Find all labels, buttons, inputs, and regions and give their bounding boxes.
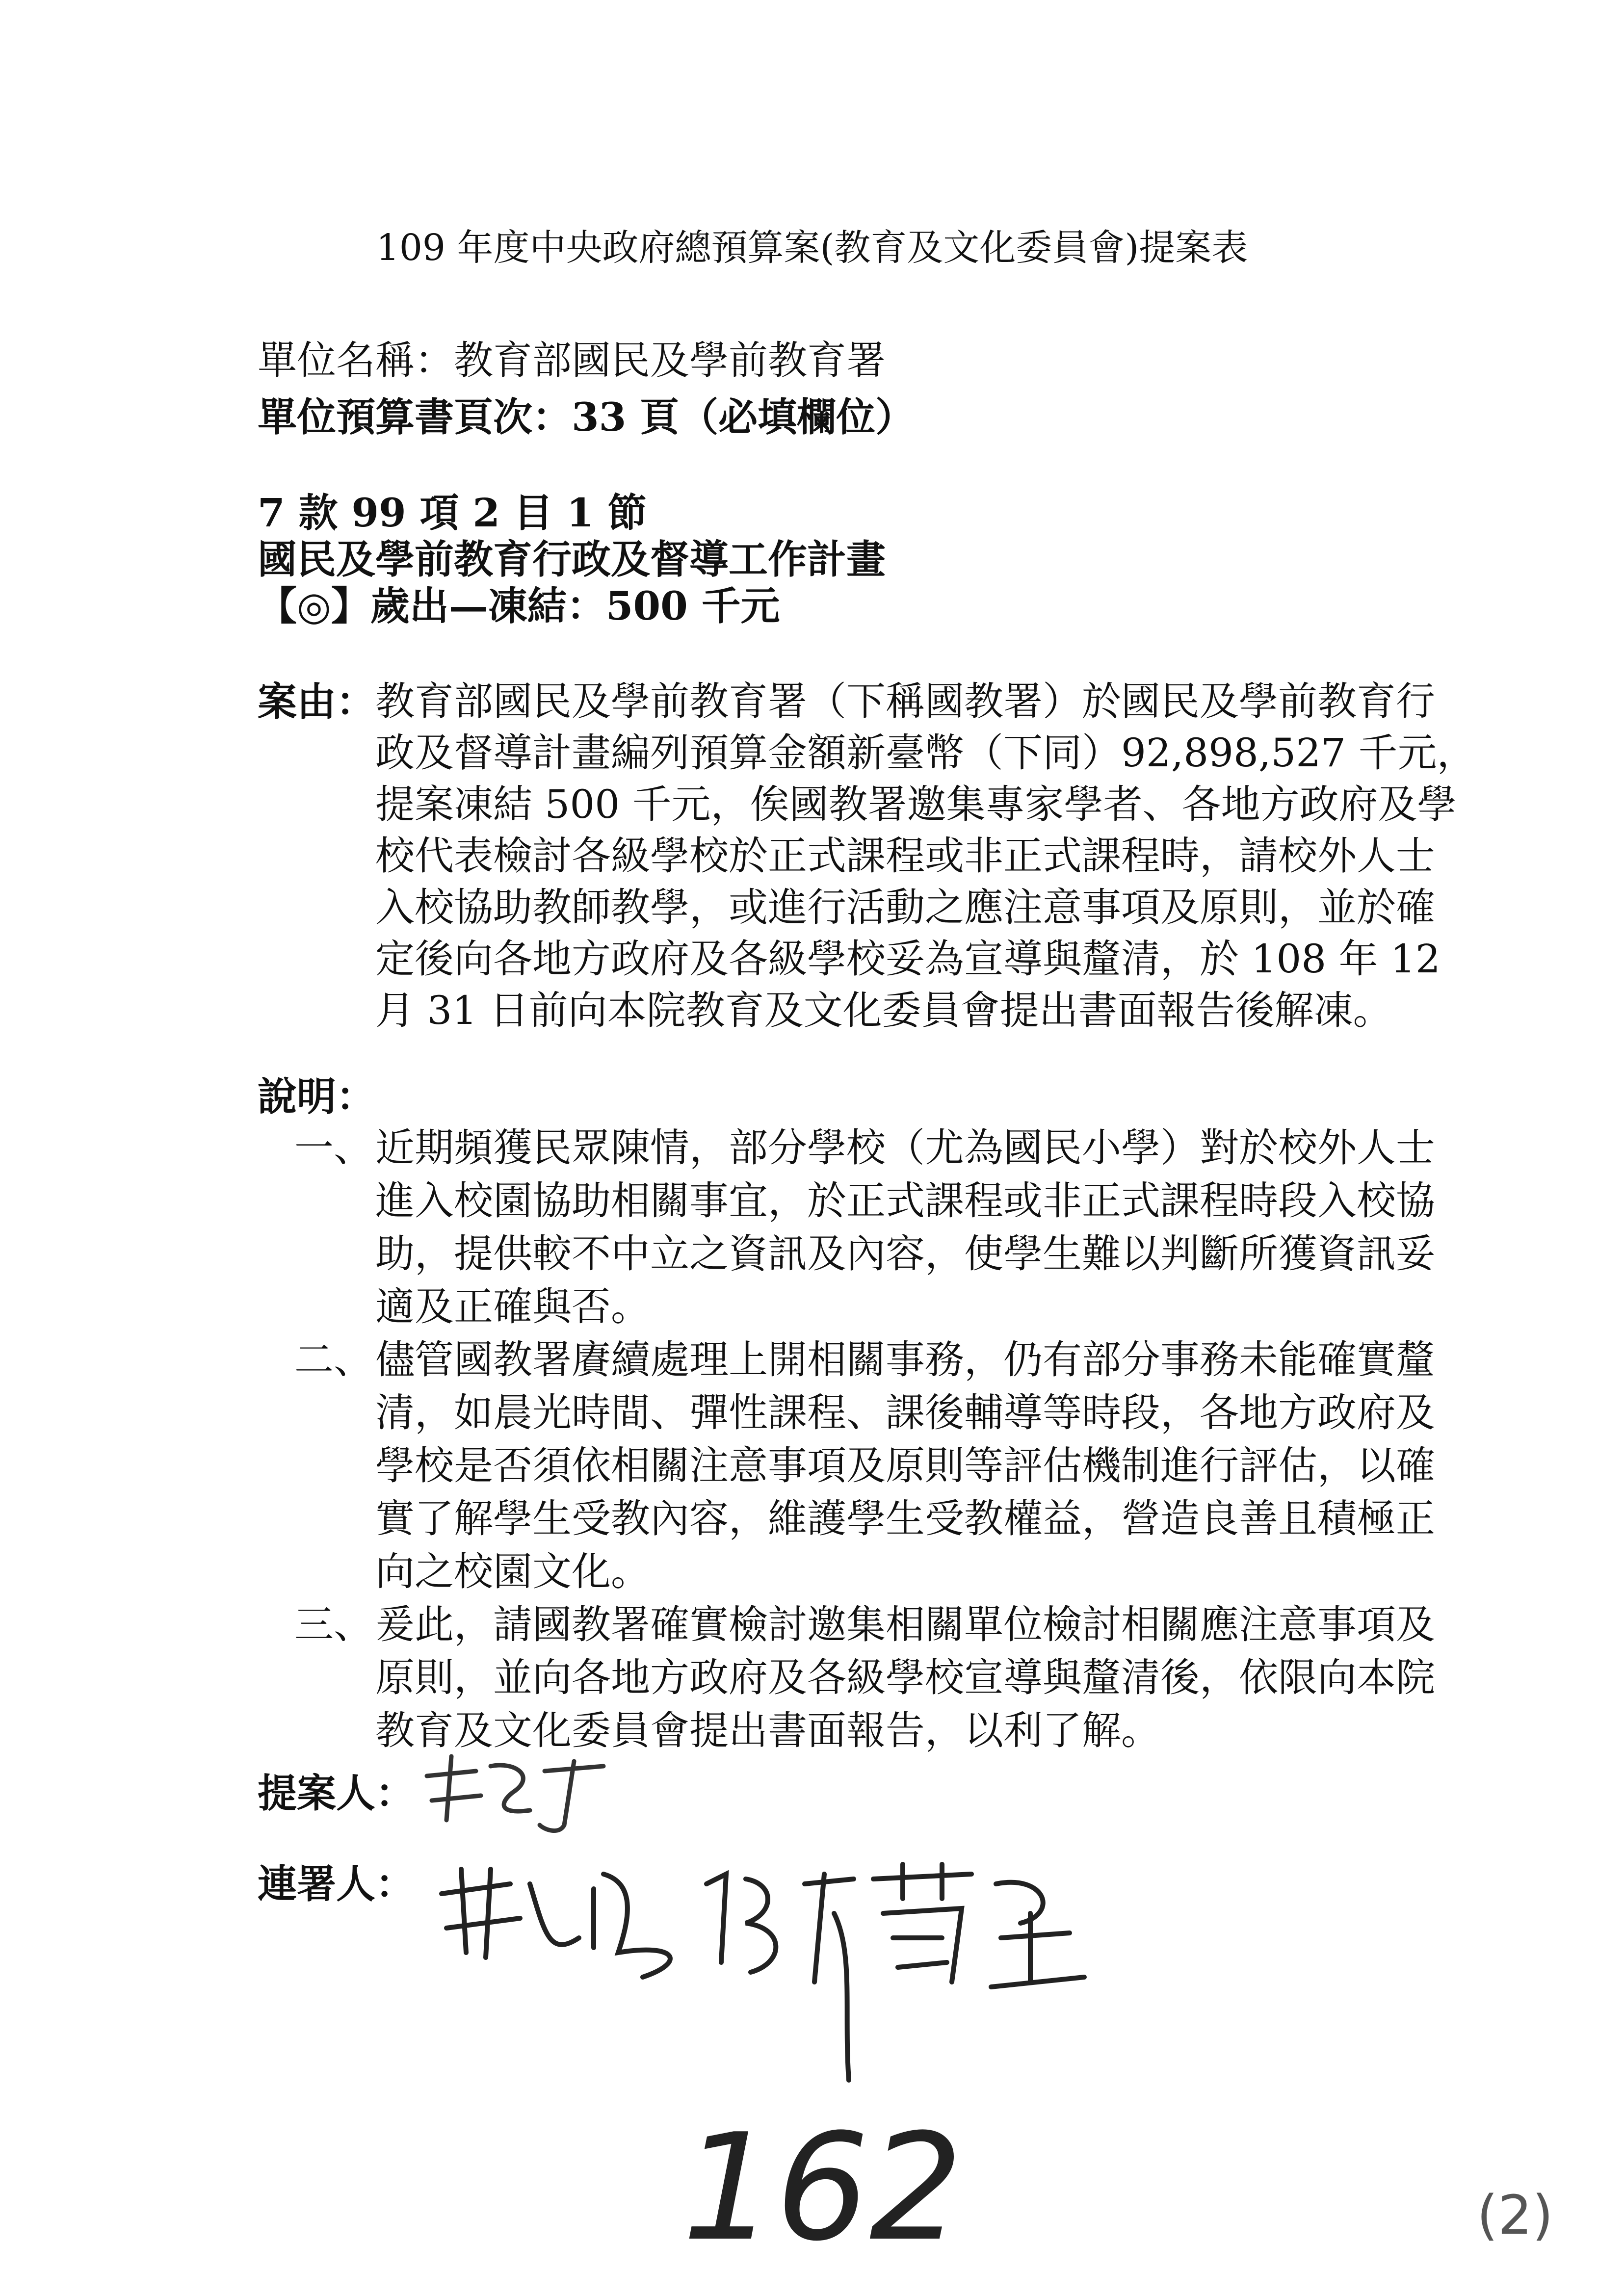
explanation-line: 儘管國教署賡續處理上開相關事務，仍有部分事務未能確實釐: [375, 1337, 1435, 1383]
explanation-line: 助，提供較不中立之資訊及內容，使學生難以判斷所獲資訊妥: [375, 1231, 1435, 1277]
handwritten-page-number: 162: [682, 2102, 963, 2273]
explanation-label: 說明：: [258, 1073, 375, 1120]
explanation-item-number: 二、: [294, 1337, 373, 1383]
proposer-signature: [417, 1747, 638, 1845]
document-title: 109 年度中央政府總預算案(教育及文化委員會)提案表: [376, 227, 1248, 269]
program-name: 國民及學前教育行政及督導工作計畫: [258, 536, 886, 582]
explanation-line: 實了解學生受教內容，維護學生受教權益，營造良善且積極正: [375, 1496, 1435, 1541]
reason-line: 月 31 日前向本院教育及文化委員會提出書面報告後解凍。: [375, 988, 1392, 1033]
item-code: 7 款 99 項 2 目 1 節: [258, 490, 647, 536]
explanation-item-number: 一、: [294, 1125, 373, 1171]
explanation-line: 向之校園文化。: [375, 1549, 650, 1594]
corner-mark: (2): [1477, 2184, 1553, 2246]
explanation-line: 爰此，請國教署確實檢討邀集相關單位檢討相關應注意事項及: [375, 1602, 1435, 1647]
explanation-line: 原則，並向各地方政府及各級學校宣導與釐清後，依限向本院: [375, 1655, 1435, 1700]
reason-line: 教育部國民及學前教育署（下稱國教署）於國民及學前教育行: [375, 678, 1435, 724]
explanation-line: 學校是否須依相關注意事項及原則等評估機制進行評估，以確: [375, 1443, 1435, 1488]
action-line: 【◎】歲出—凍結：500 千元: [258, 583, 780, 629]
reason-line: 政及督導計畫編列預算金額新臺幣（下同）92,898,527 千元，: [375, 730, 1476, 776]
reason-line: 提案凍結 500 千元，俟國教署邀集專家學者、各地方政府及學: [375, 782, 1457, 827]
proposer-label: 提案人：: [258, 1770, 415, 1816]
reason-line: 定後向各地方政府及各級學校妥為宣導與釐清，於 108 年 12: [375, 936, 1441, 982]
reason-line: 校代表檢討各級學校於正式課程或非正式課程時，請校外人士: [375, 833, 1435, 879]
reason-label: 案由：: [258, 678, 375, 725]
explanation-line: 適及正確與否。: [375, 1284, 650, 1330]
cosigner-signatures: [432, 1854, 1168, 2110]
explanation-line: 近期頻獲民眾陳情，部分學校（尤為國民小學）對於校外人士: [375, 1125, 1435, 1171]
reason-line: 入校協助教師教學，或進行活動之應注意事項及原則，並於確: [375, 885, 1435, 930]
budget-page: 單位預算書頁次：33 頁（必填欄位）: [258, 394, 915, 440]
cosigner-label: 連署人：: [258, 1861, 415, 1907]
explanation-line: 清，如晨光時間、彈性課程、課後輔導等時段，各地方政府及: [375, 1390, 1435, 1435]
explanation-line: 教育及文化委員會提出書面報告，以利了解。: [375, 1708, 1160, 1753]
unit-name: 單位名稱：教育部國民及學前教育署: [258, 338, 886, 383]
explanation-item-number: 三、: [294, 1602, 373, 1647]
explanation-line: 進入校園協助相關事宜，於正式課程或非正式課程時段入校協: [375, 1178, 1435, 1224]
